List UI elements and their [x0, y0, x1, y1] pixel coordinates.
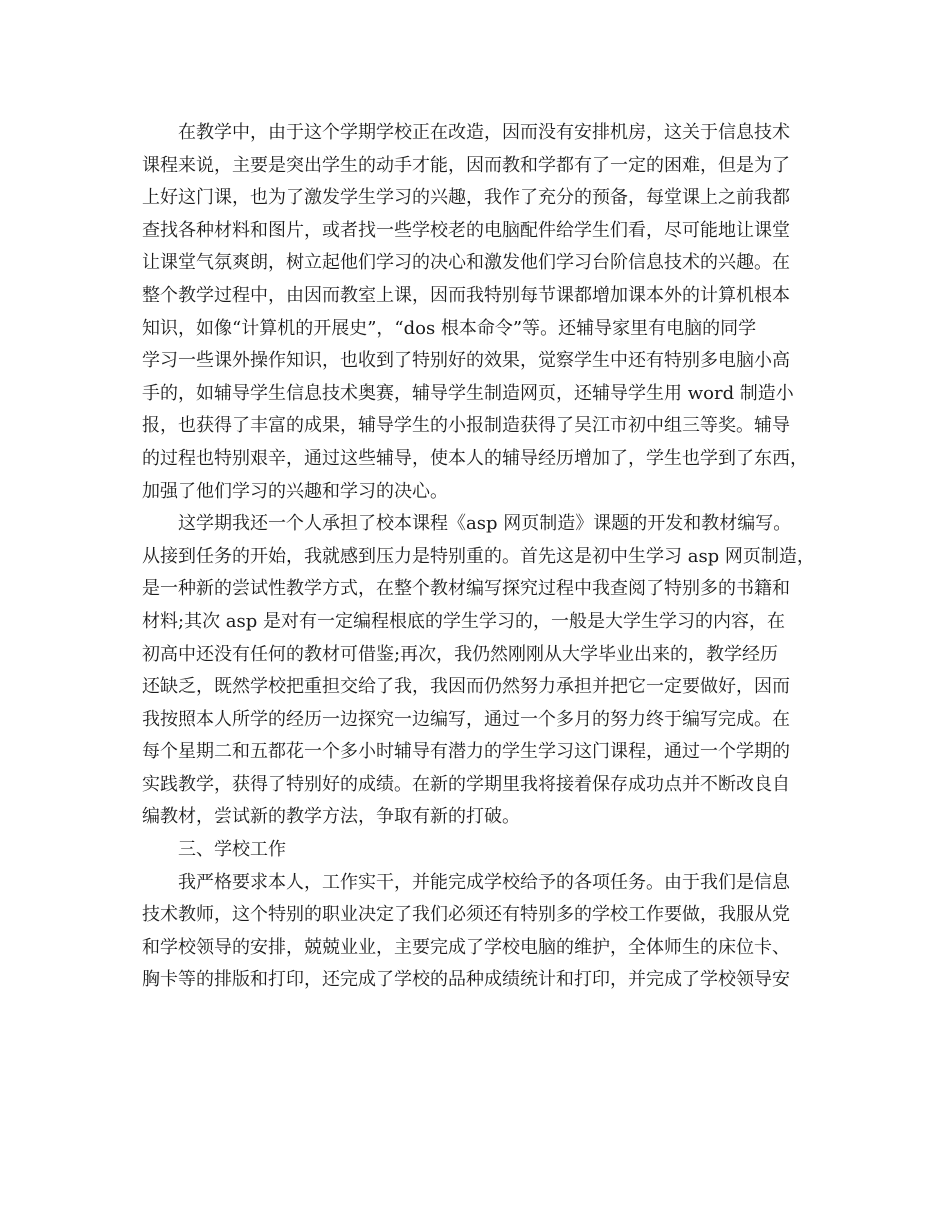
text-line: 从接到任务的开始，我就感到压力是特别重的。首先这是初中生学习 asp 网页制造，	[142, 545, 815, 567]
text-line: 实践教学，获得了特别好的成绩。在新的学期里我将接着保存成功点并不断改良自	[142, 773, 790, 795]
text-line: 报，也获得了丰富的成果，辅导学生的小报制造获得了吴江市初中组三等奖。辅导	[142, 415, 790, 437]
text-line: 初高中还没有任何的教材可借鉴;再次，我仍然刚刚从大学毕业出来的，教学经历	[142, 643, 779, 665]
text-line: 让课堂气氛爽朗，树立起他们学习的决心和激发他们学习台阶信息技术的兴趣。在	[142, 252, 790, 274]
text-line: 我按照本人所学的经历一边探究一边编写，通过一个多月的努力终于编写完成。在	[142, 708, 790, 730]
text-line: 查找各种材料和图片，或者找一些学校老的电脑配件给学生们看，尽可能地让课堂	[142, 219, 790, 241]
text-line: 材料;其次 asp 是对有一定编程根底的学生学习的，一般是大学生学习的内容，在	[142, 610, 785, 632]
text-line: 我严格要求本人，工作实干，并能完成学校给予的各项任务。由于我们是信息	[178, 871, 790, 893]
text-line: 是一种新的尝试性教学方式，在整个教材编写探究过程中我查阅了特别多的书籍和	[142, 578, 790, 600]
document-body	[142, 117, 822, 997]
text-line: 课程来说，主要是突出学生的动手才能，因而教和学都有了一定的困难，但是为了	[142, 154, 790, 176]
text-line: 每个星期二和五都花一个多小时辅导有潜力的学生学习这门课程，通过一个学期的	[142, 741, 790, 763]
text-line: 整个教学过程中，由因而教室上课，因而我特别每节课都增加课本外的计算机根本	[142, 284, 790, 306]
text-line: 三、学校工作	[178, 839, 286, 861]
text-line: 胸卡等的排版和打印，还完成了学校的品种成绩统计和打印，并完成了学校领导安	[142, 969, 790, 991]
text-line: 这学期我还一个人承担了校本课程《asp 网页制造》课题的开发和教材编写。	[178, 513, 792, 535]
text-line: 技术教师，这个特别的职业决定了我们必须还有特别多的学校工作要做，我服从党	[142, 904, 790, 926]
text-line: 和学校领导的安排，兢兢业业，主要完成了学校电脑的维护，全体师生的床位卡、	[142, 936, 790, 958]
text-line: 的过程也特别艰辛，通过这些辅导，使本人的辅导经历增加了，学生也学到了东西，	[142, 447, 808, 469]
text-line: 编教材，尝试新的教学方法，争取有新的打破。	[142, 806, 520, 828]
text-line: 加强了他们学习的兴趣和学习的决心。	[142, 480, 448, 502]
text-line: 学习一些课外操作知识，也收到了特别好的效果，觉察学生中还有特别多电脑小高	[142, 350, 790, 372]
text-line: 手的，如辅导学生信息技术奥赛，辅导学生制造网页，还辅导学生用 word 制造小	[142, 382, 794, 404]
text-line: 在教学中，由于这个学期学校正在改造，因而没有安排机房，这关于信息技术	[178, 122, 790, 143]
text-line: 还缺乏，既然学校把重担交给了我，我因而仍然努力承担并把它一定要做好，因而	[142, 676, 790, 698]
text-line: 知识，如像“计算机的开展史”，“dos 根本命令”等。还辅导家里有电脑的同学	[142, 317, 757, 339]
text-line: 上好这门课，也为了激发学生学习的兴趣，我作了充分的预备，每堂课上之前我都	[142, 187, 790, 209]
